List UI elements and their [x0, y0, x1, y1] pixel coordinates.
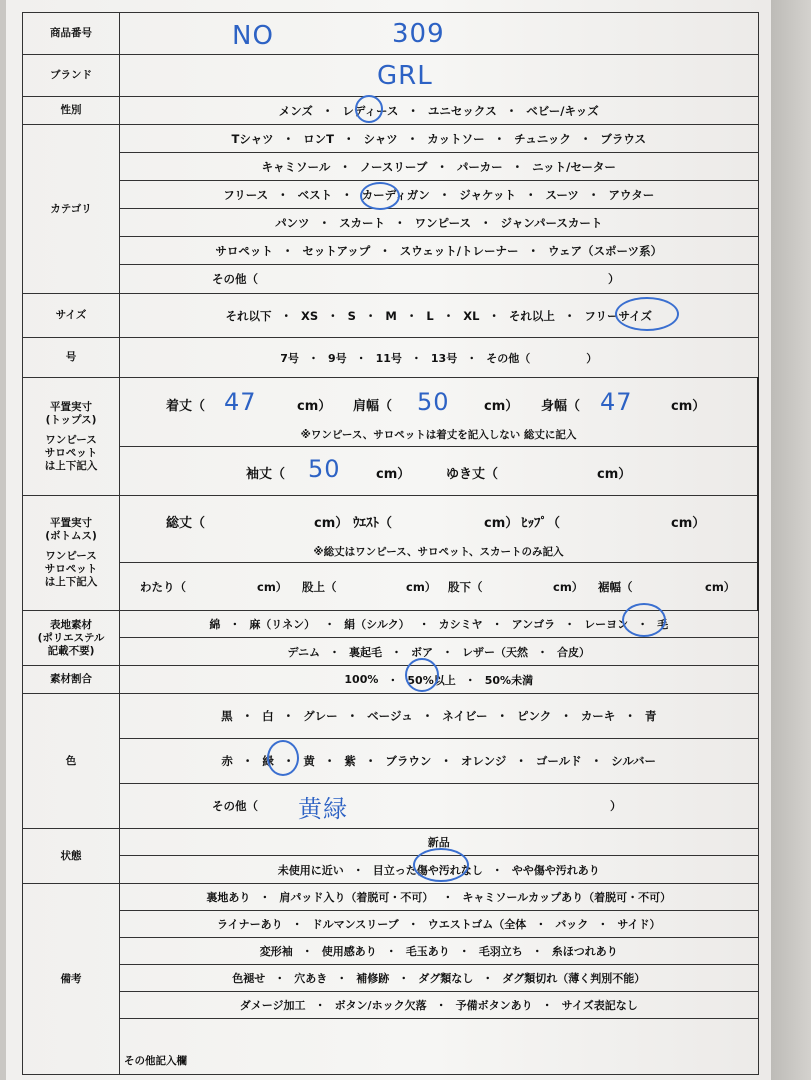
separator-dot: ・: [259, 891, 271, 904]
separator-dot: ・: [277, 187, 289, 202]
separator-dot: ・: [282, 131, 295, 146]
product-no-value: 309: [392, 19, 445, 49]
category-option[interactable]: ニット/セーター: [532, 159, 616, 174]
separator-dot: ・: [496, 709, 509, 723]
separator-dot: ・: [480, 215, 492, 230]
bottoms-hip-label: ﾋｯﾌﾟ（: [521, 515, 561, 531]
label-ratio: 素材割合: [23, 666, 120, 694]
color-option[interactable]: ネイビー: [442, 709, 488, 723]
tops-length-value[interactable]: 47: [224, 387, 257, 416]
material-option[interactable]: 綿: [209, 618, 221, 631]
remarks-option[interactable]: ボタン/ホック欠落: [334, 999, 427, 1012]
remarks-option[interactable]: ダグ類なし: [418, 972, 474, 985]
color-option[interactable]: 白: [262, 709, 274, 723]
material-option[interactable]: 合皮）: [557, 645, 591, 659]
remarks-option[interactable]: 肩パッド入り（着脱可・不可）: [279, 891, 434, 904]
category-option[interactable]: キャミソール: [261, 159, 331, 174]
separator-dot: ・: [488, 308, 500, 323]
material-option[interactable]: 絹（シルク）: [344, 618, 410, 631]
separator-dot: ・: [329, 645, 341, 659]
category-option[interactable]: ブラウス: [600, 131, 646, 146]
category-option[interactable]: ノースリーブ: [359, 159, 428, 174]
separator-dot: ・: [491, 618, 503, 631]
separator-dot: ・: [406, 131, 419, 146]
separator-dot: ・: [563, 308, 576, 323]
number-size-option[interactable]: 11号: [375, 351, 402, 365]
separator-dot: ・: [537, 645, 549, 659]
bottoms-measurements: 総丈（ cm） ｳｴｽﾄ（ cm） ﾋｯﾌﾟ（ cm） ※総丈はワンピース、サロペット、スカートのみ記入 わたり（ cm） 股上（ cm） 股下（ cm） 裾幅（ cm）: [120, 496, 759, 611]
category-options: [120, 125, 759, 294]
ratio-option[interactable]: 100%: [344, 673, 379, 686]
separator-dot: ・: [442, 891, 454, 904]
color-option[interactable]: ピンク: [517, 709, 552, 723]
bottoms-watari-label: わたり（: [140, 580, 186, 594]
gender-kids[interactable]: ベビー/キッズ: [526, 103, 599, 118]
separator-dot: ・: [531, 945, 543, 958]
number-size-option[interactable]: 9号: [327, 351, 347, 365]
separator-dot: ・: [524, 187, 537, 202]
label-number-size: 号: [23, 338, 120, 378]
material-option[interactable]: カシミヤ: [438, 618, 483, 631]
ratio-option[interactable]: 50%未満: [484, 673, 534, 687]
remarks-option[interactable]: 変形袖: [259, 945, 293, 958]
label-brand: ブランド: [23, 55, 120, 97]
label-product-no: 商品番号: [23, 13, 120, 55]
category-option[interactable]: パーカー: [456, 159, 503, 174]
category-option[interactable]: パンツ: [275, 215, 310, 230]
color-option[interactable]: 黒: [221, 709, 233, 723]
tops-shoulder-value[interactable]: 50: [417, 387, 450, 416]
size-option[interactable]: XL: [463, 308, 480, 323]
separator-dot: ・: [511, 159, 524, 174]
label-gender: 性別: [23, 97, 120, 125]
product-no-prefix: NO: [232, 21, 274, 51]
material-option[interactable]: レザー（天然: [462, 645, 529, 659]
condition-option[interactable]: 未使用に近い: [277, 863, 344, 877]
tops-measurements: 着丈（ 47 cm） 肩幅（ 50 cm） 身幅（ 47 cm） ※ワンピース、サロペットは着丈を記入しない 総丈に記入 袖丈（ 50 cm） ゆき丈（ cm）: [120, 378, 759, 496]
color-option[interactable]: 紫: [344, 754, 356, 768]
size-option[interactable]: それ以上: [508, 308, 555, 323]
color-other[interactable]: その他（: [212, 799, 258, 813]
separator-dot: ・: [535, 918, 547, 931]
brand-field[interactable]: [120, 55, 759, 97]
separator-dot: ・: [590, 754, 603, 768]
category-option[interactable]: ベスト: [297, 187, 333, 202]
separator-dot: ・: [291, 918, 303, 931]
remarks-option[interactable]: サイド）: [617, 918, 661, 931]
separator-dot: ・: [442, 308, 455, 323]
separator-dot: ・: [505, 103, 518, 118]
separator-dot: ・: [280, 308, 292, 323]
ratio-option-50-plus[interactable]: 50%以上: [407, 673, 456, 687]
separator-dot: ・: [355, 351, 367, 365]
category-option[interactable]: セットアップ: [302, 243, 371, 258]
size-options: [120, 294, 759, 338]
separator-dot: ・: [346, 709, 359, 723]
material-option[interactable]: ボア: [411, 645, 434, 659]
separator-dot: ・: [597, 918, 609, 931]
remarks-option[interactable]: 毛羽立ち: [478, 945, 523, 958]
gender-mens[interactable]: メンズ: [278, 103, 313, 118]
remarks-option[interactable]: 穴あき: [294, 972, 328, 985]
tops-note: ※ワンピース、サロペットは着丈を記入しない 総丈に記入: [300, 428, 577, 441]
remarks-option[interactable]: キャミソールカップあり（着脱可・不可）: [462, 891, 672, 904]
category-option[interactable]: アウター: [608, 187, 655, 202]
category-option-cardigan[interactable]: カーディガン: [361, 187, 430, 202]
separator-dot: ・: [560, 709, 572, 723]
color-option[interactable]: 赤: [221, 754, 233, 768]
remarks-options: [120, 884, 759, 1075]
size-option[interactable]: M: [385, 308, 397, 323]
material-option[interactable]: アンゴラ: [511, 618, 556, 631]
color-option[interactable]: ベージュ: [367, 709, 413, 723]
label-size: サイズ: [23, 294, 120, 338]
separator-dot: ・: [407, 918, 419, 931]
ratio-options: [120, 666, 759, 694]
tops-sleeve-value[interactable]: 50: [308, 454, 341, 483]
color-option[interactable]: グレー: [303, 709, 338, 723]
color-other-value[interactable]: 黄緑: [298, 794, 348, 823]
material-option[interactable]: 毛: [657, 618, 669, 631]
paper-edge: [771, 0, 811, 1080]
tops-body-value[interactable]: 47: [600, 387, 633, 416]
color-option-yellow[interactable]: 黄: [303, 754, 315, 768]
label-condition: 状態: [23, 829, 120, 884]
separator-dot: ・: [579, 131, 592, 146]
category-option[interactable]: スウェット/トレーナー: [399, 243, 519, 258]
category-option[interactable]: シャツ: [363, 131, 398, 146]
separator-dot: ・: [527, 243, 539, 258]
label-category: カテゴリ: [23, 125, 120, 294]
separator-dot: ・: [321, 103, 334, 118]
category-other[interactable]: その他（: [212, 272, 258, 286]
remarks-option[interactable]: 毛玉あり: [405, 945, 450, 958]
separator-dot: ・: [405, 308, 418, 323]
separator-dot: ・: [407, 103, 419, 118]
number-size-other[interactable]: その他（: [486, 351, 531, 365]
bottoms-rise-label: 股上（: [302, 580, 337, 594]
separator-dot: ・: [323, 754, 336, 768]
material-option-rayon[interactable]: レーヨン: [584, 618, 629, 631]
gender-options: [120, 97, 759, 125]
bottoms-hem-label: 裾幅（: [598, 580, 633, 594]
remarks-option[interactable]: 色褪せ: [232, 972, 266, 985]
separator-dot: ・: [438, 187, 451, 202]
material-option[interactable]: 裏起毛: [349, 645, 383, 659]
separator-dot: ・: [398, 972, 410, 985]
separator-dot: ・: [515, 754, 527, 768]
tops-length-label: 着丈（: [166, 398, 206, 414]
brand-value: GRL: [377, 61, 433, 91]
bottoms-note: ※総丈はワンピース、サロペット、スカートのみ記入: [313, 545, 564, 558]
separator-dot: ・: [282, 709, 295, 723]
category-option[interactable]: サロペット: [215, 243, 273, 258]
separator-dot: ・: [491, 863, 503, 877]
remarks-option[interactable]: サイズ表記なし: [561, 999, 638, 1012]
separator-dot: ・: [541, 999, 553, 1012]
separator-dot: ・: [307, 351, 319, 365]
category-other-close: ）: [608, 272, 620, 286]
separator-dot: ・: [385, 945, 397, 958]
color-option[interactable]: オレンジ: [460, 754, 507, 768]
bottoms-inseam-label: 股下（: [448, 580, 483, 594]
color-option[interactable]: 青: [644, 709, 657, 723]
gender-ladies[interactable]: レディース: [342, 103, 399, 118]
separator-dot: ・: [442, 645, 454, 659]
category-option[interactable]: スカート: [339, 215, 386, 230]
remarks-option[interactable]: 補修跡: [356, 972, 390, 985]
bottoms-waist-label: ｳｴｽﾄ（: [353, 515, 393, 531]
separator-dot: ・: [274, 972, 286, 985]
product-checklist-form: [22, 12, 759, 1075]
material-options: [120, 611, 759, 666]
separator-dot: ・: [364, 754, 377, 768]
label-material: 表地素材 (ポリエステル 記載不要): [23, 611, 120, 666]
separator-dot: ・: [464, 673, 476, 687]
remarks-option[interactable]: ドルマンスリーブ: [311, 918, 399, 931]
tops-yuki-label: ゆき丈（: [446, 466, 499, 482]
separator-dot: ・: [342, 131, 355, 146]
category-option[interactable]: チュニック: [514, 131, 571, 146]
separator-dot: ・: [379, 243, 391, 258]
number-size-options: 7号 ・ 9号 ・ 11号 ・ 13号 ・ その他（ ）: [120, 338, 759, 378]
color-option[interactable]: 緑: [262, 754, 274, 768]
color-option[interactable]: シルバー: [611, 754, 657, 768]
separator-dot: ・: [637, 618, 649, 631]
category-option[interactable]: カットソー: [427, 131, 485, 146]
category-option[interactable]: ロンT: [303, 131, 334, 146]
color-options: 黒 ・ 白 ・ グレー ・ ベージュ ・ ネイビー ・ ピンク ・ カーキ ・ 青 赤 ・ 緑 ・ 黄 ・ 紫 ・ ブラウン ・ オレンジ ・ ゴールド ・ シルバー その他（ 黄緑 ）: [120, 694, 759, 829]
remarks-option[interactable]: 使用感あり: [321, 945, 377, 958]
separator-dot: ・: [466, 351, 478, 365]
separator-dot: ・: [458, 945, 470, 958]
remarks-option[interactable]: バック: [555, 918, 589, 931]
remarks-option[interactable]: 裏地あり: [206, 891, 251, 904]
label-color: 色: [23, 694, 120, 829]
separator-dot: ・: [421, 709, 434, 723]
separator-dot: ・: [341, 187, 353, 202]
remarks-option[interactable]: ウエストゴム（全体: [427, 918, 527, 931]
separator-dot: ・: [324, 618, 336, 631]
tops-body-label: 身幅（: [541, 398, 581, 414]
remarks-option[interactable]: ライナーあり: [216, 918, 283, 931]
separator-dot: ・: [229, 618, 241, 631]
remarks-option[interactable]: ダメージ加工: [239, 999, 306, 1012]
category-option[interactable]: フリース: [223, 187, 269, 202]
category-option[interactable]: ジャンパースカート: [500, 215, 603, 230]
category-option[interactable]: Tシャツ: [231, 131, 274, 146]
separator-dot: ・: [301, 945, 313, 958]
tops-shoulder-label: 肩幅（: [353, 398, 393, 414]
separator-dot: ・: [436, 159, 448, 174]
number-size-option[interactable]: 7号: [280, 351, 299, 365]
separator-dot: ・: [318, 215, 331, 230]
separator-dot: ・: [493, 131, 506, 146]
separator-dot: ・: [624, 709, 636, 723]
size-option[interactable]: XS: [300, 308, 319, 323]
condition-new[interactable]: 新品: [427, 836, 450, 849]
separator-dot: ・: [418, 618, 430, 631]
size-option[interactable]: S: [347, 308, 356, 323]
separator-dot: ・: [241, 754, 254, 768]
separator-dot: ・: [364, 308, 377, 323]
separator-dot: ・: [241, 709, 254, 723]
size-option[interactable]: それ以下: [225, 308, 272, 323]
separator-dot: ・: [327, 308, 339, 323]
size-option[interactable]: L: [426, 308, 434, 323]
separator-dot: ・: [391, 645, 403, 659]
category-option[interactable]: ワンピース: [414, 215, 472, 230]
separator-dot: ・: [336, 972, 348, 985]
material-option[interactable]: デニム: [287, 645, 321, 659]
remarks-option[interactable]: 予備ボタンあり: [455, 999, 533, 1012]
remarks-other-field[interactable]: その他記入欄: [124, 1055, 187, 1067]
gender-unisex[interactable]: ユニセックス: [427, 103, 497, 118]
condition-option-no-damage[interactable]: 目立った傷や汚れなし: [372, 863, 483, 877]
separator-dot: ・: [410, 351, 422, 365]
separator-dot: ・: [339, 159, 351, 174]
color-option[interactable]: ブラウン: [385, 754, 432, 768]
separator-dot: ・: [281, 243, 294, 258]
category-option[interactable]: ジャケット: [459, 187, 516, 202]
separator-dot: ・: [282, 754, 295, 768]
category-option[interactable]: スーツ: [545, 187, 579, 202]
separator-dot: ・: [387, 673, 399, 687]
color-option[interactable]: ゴールド: [535, 754, 582, 768]
separator-dot: ・: [394, 215, 406, 230]
size-option-free[interactable]: フリーサイズ: [584, 308, 653, 323]
label-tops: 平置実寸 (トップス) ワンピース サロペット は上下記入: [23, 378, 120, 496]
condition-option[interactable]: やや傷や汚れあり: [511, 863, 600, 877]
remarks-option[interactable]: 糸ほつれあり: [551, 945, 618, 958]
bottoms-total-label: 総丈（: [166, 515, 206, 531]
separator-dot: ・: [435, 999, 447, 1012]
separator-dot: ・: [314, 999, 326, 1012]
label-bottoms: 平置実寸 (ボトムス) ワンピース サロペット は上下記入: [23, 496, 120, 611]
material-option[interactable]: 麻（リネン）: [249, 618, 316, 631]
number-size-option[interactable]: 13号: [430, 351, 458, 365]
separator-dot: ・: [587, 187, 600, 202]
separator-dot: ・: [440, 754, 452, 768]
separator-dot: ・: [564, 618, 576, 631]
remarks-option[interactable]: ダグ類切れ（薄く判別不能）: [502, 972, 646, 985]
separator-dot: ・: [352, 863, 364, 877]
condition-options: [120, 829, 759, 884]
label-remarks: 備考: [23, 884, 120, 1075]
product-no-field[interactable]: [120, 13, 759, 55]
category-option[interactable]: ウェア（スポーツ系）: [548, 243, 663, 258]
color-option[interactable]: カーキ: [580, 709, 616, 723]
tops-sleeve-label: 袖丈（: [246, 466, 286, 482]
separator-dot: ・: [482, 972, 494, 985]
